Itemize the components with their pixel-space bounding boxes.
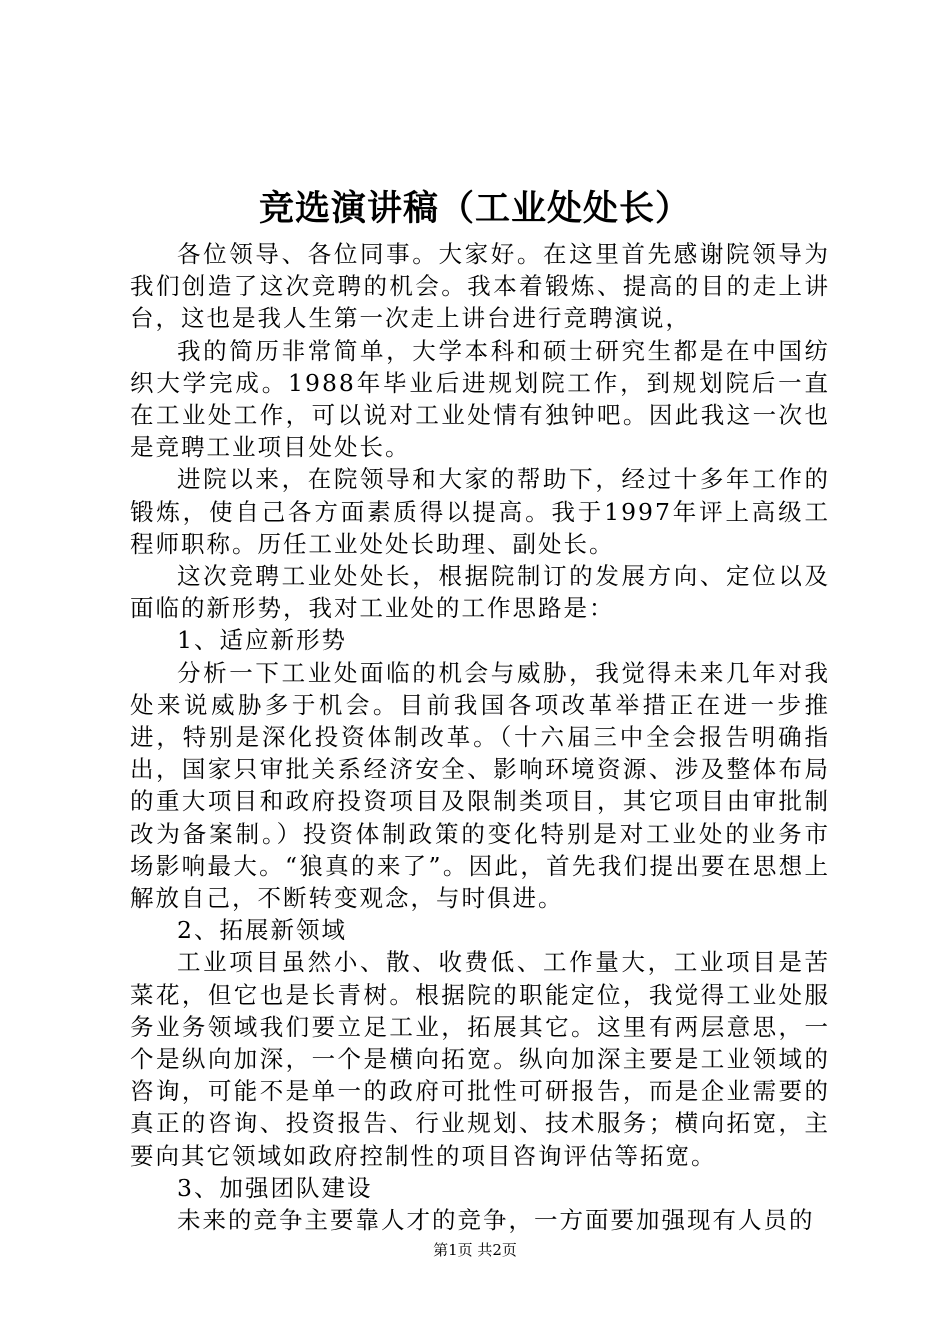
paragraph-section-2: 工业项目虽然小、散、收费低、工作量大，工业项目是苦菜花，但它也是长青树。根据院的职能定位，我觉得工业处服务业务领域我们要立足工业，拓展其它。这里有两层意思，一个是纵向加深，一个是横向拓宽。纵向加深主要是工业领域的咨询，可能不是单一的政府可批性可研报告，而是企业需要的真正的咨询、投资报告、行业规划、技术服务；横向拓宽，主要向其它领域如政府控制性的项目咨询评估等拓宽。 xyxy=(130,948,830,1170)
section-heading-2: 2、拓展新领域 xyxy=(177,916,347,945)
document-body xyxy=(130,238,830,1236)
paragraph-approach: 这次竞聘工业处处长，根据院制订的发展方向、定位以及面临的新形势，我对工业处的工作思路是： xyxy=(130,562,830,623)
document-title: 竞选演讲稿（工业处处长） xyxy=(258,188,691,229)
paragraph-section-1: 分析一下工业处面临的机会与威胁，我觉得未来几年对我处来说威胁多于机会。目前我国各项改革举措正在进一步推进，特别是深化投资体制改革。（十六届三中全会报告明确指出，国家只审批关系经济安全、影响环境资源、涉及整体布局的重大项目和政府投资项目及限制类项目，其它项目由审批制改为备案制。）投资体制政策的变化特别是对工业处的业务市场影响最大。“狼真的来了”。因此，首先我们提出要在思想上解放自己，不断转变观念，与时俱进。 xyxy=(130,658,830,913)
paragraph-greeting: 各位领导、各位同事。大家好。在这里首先感谢院领导为我们创造了这次竞聘的机会。我本着锻炼、提高的目的走上讲台，这也是我人生第一次走上讲台进行竞聘演说， xyxy=(130,240,830,333)
page-footer: 第1页 共2页 xyxy=(433,1241,517,1259)
paragraph-experience: 进院以来，在院领导和大家的帮助下，经过十多年工作的锻炼，使自己各方面素质得以提高。我于1997年评上高级工程师职称。历任工业处处长助理、副处长。 xyxy=(130,465,830,558)
paragraph-resume: 我的简历非常简单，大学本科和硕士研究生都是在中国纺织大学完成。1988年毕业后进规划院工作，到规划院后一直在工业处工作，可以说对工业处情有独钟吧。因此我这一次也是竞聘工业项目处处长。 xyxy=(130,336,830,462)
section-heading-1: 1、适应新形势 xyxy=(177,626,347,655)
paragraph-section-3: 未来的竞争主要靠人才的竞争，一方面要加强现有人员的 xyxy=(177,1206,815,1235)
section-heading-3: 3、加强团队建设 xyxy=(177,1173,373,1202)
